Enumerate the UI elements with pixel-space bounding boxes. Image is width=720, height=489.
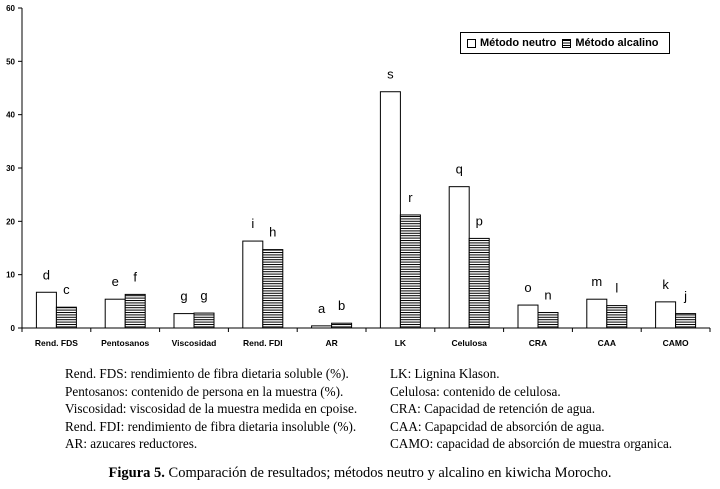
bar-significance-label: f: [133, 269, 138, 285]
bar-alcalino: [263, 250, 283, 328]
note-line: Pentosanos: contenido de persona en la muestra (%).: [65, 383, 344, 399]
y-tick-label: 0: [10, 324, 15, 333]
note-line: Viscosidad: viscosidad de la muestra medida en cpoise.: [65, 401, 358, 417]
bar-alcalino: [400, 215, 420, 328]
bar-neutro: [312, 326, 332, 328]
x-tick-label: LK: [394, 338, 407, 348]
bar-significance-label: g: [180, 288, 188, 304]
legend-item-alcalino: [562, 37, 658, 49]
bar-significance-label: q: [455, 161, 463, 177]
note-line: LK: Lignina Klason.: [390, 366, 500, 381]
bar-neutro: [656, 302, 676, 328]
legend-swatch-neutro: [467, 39, 476, 48]
x-tick-label: CRA: [528, 338, 548, 348]
bar-neutro: [587, 299, 607, 328]
note-line: CAA: Capapcidad de absorción de agua.: [390, 418, 605, 434]
bar-significance-label: l: [615, 280, 619, 296]
legend-label-alcalino: Método alcalino: [575, 37, 659, 49]
y-tick-label: 20: [6, 217, 15, 227]
bar-significance-label: m: [591, 274, 603, 290]
chart-legend: [460, 32, 670, 54]
x-tick-label: Pentosanos: [101, 338, 150, 348]
bar-neutro: [243, 241, 263, 328]
bar-neutro: [174, 314, 194, 328]
bar-neutro: [36, 292, 56, 328]
x-tick-label: CAMO: [662, 338, 689, 348]
legend-label-neutro: Método neutro: [480, 37, 557, 49]
bar-alcalino: [676, 314, 696, 328]
bar-alcalino: [56, 307, 76, 328]
bar-significance-label: n: [544, 287, 552, 303]
bar-significance-label: j: [684, 288, 688, 304]
legend-item-neutro: [467, 37, 556, 49]
bar-alcalino: [607, 306, 627, 328]
note-line: Rend. FDI: rendimiento de fibra dietaria insoluble (%).: [65, 418, 357, 434]
y-tick-label: 40: [6, 110, 15, 120]
x-tick-label: CAA: [597, 338, 617, 348]
note-line: Rend. FDS: rendimiento de fibra dietaria soluble (%).: [65, 366, 349, 381]
x-tick-label: AR: [325, 338, 338, 348]
x-tick-label: Celulosa: [451, 338, 487, 348]
note-line: CAMO: capacidad de absorción de muestra organica.: [390, 436, 673, 452]
bar-significance-label: a: [317, 300, 326, 316]
bar-significance-label: i: [251, 216, 255, 232]
bar-significance-label: r: [408, 189, 413, 205]
x-tick-label: Viscosidad: [171, 338, 217, 348]
note-line: AR: azucares reductores.: [65, 436, 198, 452]
bar-neutro: [105, 299, 125, 328]
bar-significance-label: b: [337, 298, 346, 314]
x-tick-label: Rend. FDS: [34, 338, 78, 348]
note-line: CRA: Capacidad de retención de agua.: [390, 401, 596, 417]
bar-significance-label: s: [387, 66, 394, 82]
bar-alcalino: [332, 323, 352, 328]
bar-significance-label: h: [269, 224, 277, 240]
bar-alcalino: [538, 313, 558, 328]
y-tick-label: 30: [6, 164, 15, 173]
y-tick-label: 10: [6, 270, 15, 280]
bar-neutro: [449, 187, 469, 328]
y-tick-label: 60: [6, 4, 15, 13]
bar-neutro: [518, 305, 538, 328]
caption-text: Comparación de resultados; métodos neutro y alcalino en kiwicha Morocho.: [164, 465, 612, 481]
x-tick-label: Rend. FDI: [242, 338, 283, 348]
note-line: Celulosa: contenido de celulosa.: [390, 383, 561, 399]
y-tick-label: 50: [6, 57, 15, 67]
figure-caption: [0, 465, 720, 482]
bar-significance-label: g: [200, 288, 208, 304]
notes-right: [390, 365, 672, 453]
bar-significance-label: p: [475, 213, 483, 229]
bar-significance-label: c: [63, 282, 70, 298]
bar-significance-label: o: [524, 280, 532, 296]
caption-label: Figura 5.: [108, 465, 165, 481]
bar-alcalino: [469, 238, 489, 328]
bar-neutro: [380, 92, 400, 328]
bar-significance-label: d: [42, 267, 51, 283]
legend-swatch-alcalino: [562, 39, 571, 48]
bar-alcalino: [125, 294, 145, 328]
bar-significance-label: e: [111, 274, 119, 290]
notes-left: [65, 365, 357, 453]
bar-significance-label: k: [662, 276, 669, 292]
bar-alcalino: [194, 313, 214, 328]
